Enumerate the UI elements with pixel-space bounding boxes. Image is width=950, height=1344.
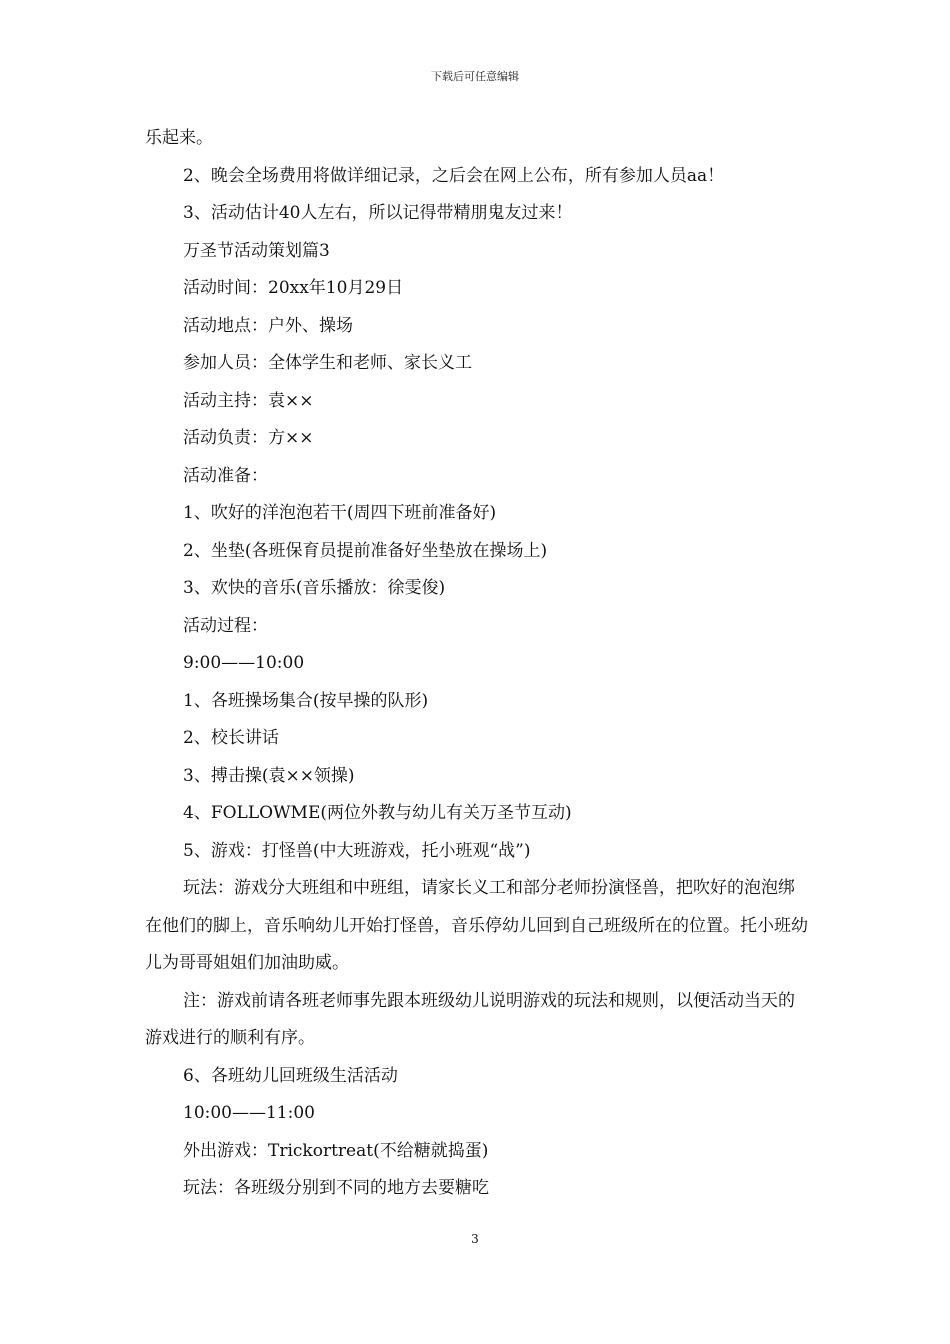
list-item: 4、FOLLOWME(两位外教与幼儿有关万圣节互动) — [183, 803, 572, 823]
list-item: 6、各班幼儿回班级生活活动 — [183, 1065, 398, 1086]
list-item: 3、欢快的音乐(音乐播放：徐雯俊) — [183, 578, 446, 598]
document-body — [145, 120, 810, 1208]
event-location: 活动地点：户外、操场 — [183, 315, 353, 336]
list-item: 1、吹好的洋泡泡若干(周四下班前准备好) — [183, 503, 497, 523]
time-slot: 10:00——11:00 — [183, 1103, 315, 1123]
list-item: 2、校长讲话 — [183, 728, 279, 748]
text-line: 2、晚会全场费用将做详细记录，之后会在网上公布，所有参加人员aa！ — [183, 165, 725, 186]
page-number: 3 — [471, 1232, 479, 1246]
text-line: 玩法：各班级分别到不同的地方去要糖吃 — [183, 1178, 489, 1198]
prep-heading: 活动准备： — [183, 465, 268, 486]
process-heading: 活动过程： — [183, 615, 268, 636]
event-participants: 参加人员：全体学生和老师、家长义工 — [183, 353, 472, 373]
list-item: 5、游戏：打怪兽(中大班游戏，托小班观“战”) — [183, 840, 531, 861]
event-time: 活动时间：20xx年10月29日 — [183, 278, 404, 298]
event-host: 活动主持：袁×× — [183, 390, 314, 411]
paragraph-rules: 玩法：游戏分大班组和中班组，请家长义工和部分老师扮演怪兽，把吹好的泡泡绑在他们的脚上，音乐响幼儿开始打怪兽，音乐停幼儿回到自己班级所在的位置。托小班幼儿为哥哥姐姐们加油助威。 — [145, 878, 808, 973]
text-line: 3、活动估计40人左右，所以记得带精朋鬼友过来！ — [183, 203, 573, 223]
event-lead: 活动负责：方×× — [183, 428, 314, 448]
section-title: 万圣节活动策划篇3 — [183, 240, 330, 261]
header-note: 下载后可任意编辑 — [431, 70, 519, 83]
list-item: 1、各班操场集合(按早操的队形) — [183, 690, 429, 711]
text-line: 外出游戏：Trickortreat(不给糖就捣蛋) — [183, 1140, 489, 1161]
time-slot: 9:00——10:00 — [183, 653, 305, 673]
list-item: 2、坐垫(各班保育员提前准备好坐垫放在操场上) — [183, 540, 548, 561]
text-line: 乐起来。 — [145, 128, 213, 148]
list-item: 3、搏击操(袁××领操) — [183, 765, 355, 786]
paragraph-note: 注：游戏前请各班老师事先跟本班级幼儿说明游戏的玩法和规则，以便活动当天的游戏进行的顺利有序。 — [145, 990, 795, 1048]
